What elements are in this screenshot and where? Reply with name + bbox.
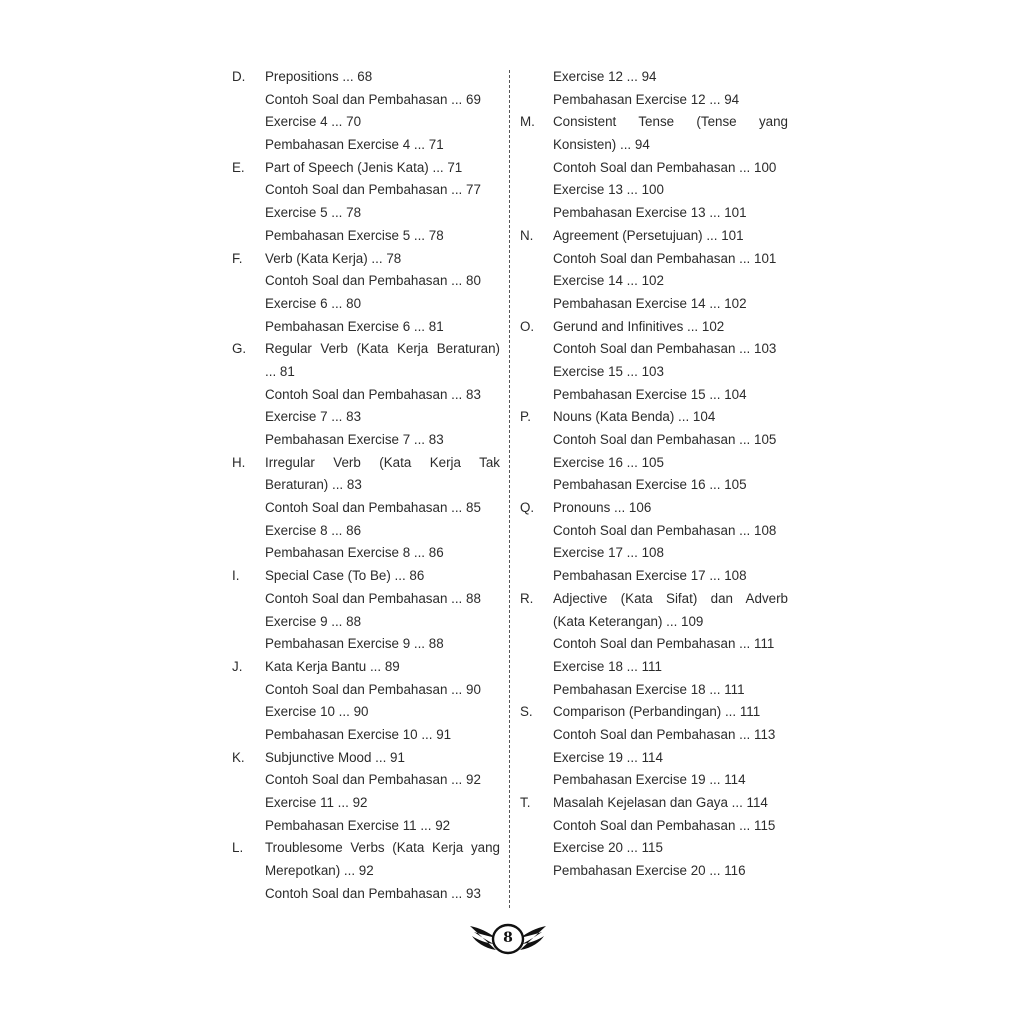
toc-section-letter [520, 293, 553, 316]
toc-line [232, 134, 500, 157]
toc-line [232, 202, 500, 225]
toc-entry [520, 225, 788, 316]
toc-line-text: Gerund and Infinitives ... 102 [553, 318, 725, 334]
toc-line-text: (Kata Keterangan) ... 109 [553, 613, 704, 629]
toc-line [232, 452, 500, 475]
toc-line [520, 66, 788, 89]
toc-line-text: Exercise 10 ... 90 [265, 704, 369, 720]
toc-section-letter [232, 815, 265, 838]
toc-section-letter [520, 338, 553, 361]
toc-section-letter: F. [232, 250, 243, 266]
toc-line [520, 248, 788, 271]
toc-entry [520, 316, 788, 407]
toc-line-text: Pembahasan Exercise 10 ... 91 [265, 726, 452, 742]
toc-line-text: Troublesome Verbs (Kata Kerja yang [265, 840, 500, 856]
toc-line [232, 293, 500, 316]
toc-section-letter: S. [520, 704, 533, 720]
toc-entry [232, 565, 500, 656]
toc-line [520, 406, 788, 429]
toc-section-letter [232, 202, 265, 225]
toc-line [232, 316, 500, 339]
toc-line-text: ... 81 [265, 363, 295, 379]
toc-entry [232, 248, 500, 339]
toc-line-text: Pembahasan Exercise 8 ... 86 [265, 545, 444, 561]
toc-line-text: Exercise 19 ... 114 [553, 749, 663, 765]
toc-section-letter [232, 724, 265, 747]
toc-line [520, 611, 788, 634]
toc-line-text: Nouns (Kata Benda) ... 104 [553, 409, 716, 425]
toc-section-letter [520, 66, 553, 89]
toc-section-letter [520, 633, 553, 656]
toc-section-letter [232, 361, 265, 384]
toc-entry [232, 837, 500, 905]
page-number: 8 [503, 930, 513, 946]
toc-section-letter [232, 520, 265, 543]
toc-left-column [232, 66, 500, 905]
toc-line-text: Verb (Kata Kerja) ... 78 [265, 250, 402, 266]
toc-line-text: Consistent Tense (Tense yang [553, 114, 788, 130]
toc-section-letter [232, 633, 265, 656]
toc-line-text: Exercise 5 ... 78 [265, 205, 362, 221]
toc-section-letter [232, 860, 265, 883]
toc-line [520, 633, 788, 656]
toc-line-text: Contoh Soal dan Pembahasan ... 100 [553, 159, 777, 175]
toc-line [520, 565, 788, 588]
toc-line-text: Pembahasan Exercise 6 ... 81 [265, 318, 444, 334]
toc-entry [520, 588, 788, 701]
toc-line-text: Contoh Soal dan Pembahasan ... 101 [553, 250, 777, 266]
toc-section-letter [232, 542, 265, 565]
toc-line [520, 429, 788, 452]
toc-line [232, 633, 500, 656]
toc-section-letter [520, 860, 553, 883]
toc-entry [520, 701, 788, 792]
toc-line [232, 565, 500, 588]
toc-line [232, 792, 500, 815]
toc-line [232, 497, 500, 520]
toc-section-letter [520, 179, 553, 202]
toc-line [520, 179, 788, 202]
toc-line-text: Contoh Soal dan Pembahasan ... 115 [553, 817, 776, 833]
toc-line-text: Beraturan) ... 83 [265, 477, 362, 493]
toc-section-letter [520, 89, 553, 112]
toc-line-text: Special Case (To Be) ... 86 [265, 568, 425, 584]
toc-section-letter [520, 429, 553, 452]
toc-line-text: Exercise 13 ... 100 [553, 182, 664, 198]
toc-section-letter [232, 679, 265, 702]
toc-line [520, 293, 788, 316]
toc-line-text: Part of Speech (Jenis Kata) ... 71 [265, 159, 463, 175]
toc-line [520, 157, 788, 180]
toc-line-text: Pembahasan Exercise 19 ... 114 [553, 772, 746, 788]
toc-line [232, 157, 500, 180]
toc-line [232, 429, 500, 452]
toc-line [232, 815, 500, 838]
toc-line [232, 588, 500, 611]
toc-line-text: Exercise 9 ... 88 [265, 613, 362, 629]
toc-section-letter [520, 656, 553, 679]
toc-line-text: Contoh Soal dan Pembahasan ... 90 [265, 681, 481, 697]
toc-line [520, 474, 788, 497]
toc-section-letter [520, 611, 553, 634]
toc-line-text: Masalah Kejelasan dan Gaya ... 114 [553, 795, 768, 810]
toc-line [520, 701, 788, 724]
toc-section-letter [232, 111, 265, 134]
toc-section-letter [232, 883, 265, 906]
toc-section-letter [232, 225, 265, 248]
toc-line-text: Contoh Soal dan Pembahasan ... 80 [265, 273, 481, 289]
toc-line-text: Exercise 20 ... 115 [553, 840, 663, 856]
toc-line [232, 225, 500, 248]
toc-line [520, 724, 788, 747]
toc-line-text: Pembahasan Exercise 16 ... 105 [553, 477, 747, 493]
toc-entry [520, 406, 788, 497]
toc-section-letter [520, 361, 553, 384]
toc-section-letter [520, 384, 553, 407]
toc-line-text: Pembahasan Exercise 13 ... 101 [553, 205, 747, 221]
toc-section-letter [520, 769, 553, 792]
toc-right-column [520, 66, 788, 883]
toc-section-letter: H. [232, 454, 246, 470]
toc-line [520, 134, 788, 157]
toc-section-letter [520, 452, 553, 475]
toc-section-letter: Q. [520, 500, 535, 516]
toc-section-letter [232, 429, 265, 452]
toc-section-letter [520, 837, 553, 860]
toc-line [520, 588, 788, 611]
toc-line-text: Exercise 15 ... 103 [553, 363, 664, 379]
toc-section-letter [232, 611, 265, 634]
toc-line-text: Contoh Soal dan Pembahasan ... 111 [553, 636, 775, 652]
toc-line-text: Pembahasan Exercise 15 ... 104 [553, 386, 747, 402]
toc-line [520, 89, 788, 112]
toc-section-letter [520, 565, 553, 588]
toc-line-text: Exercise 8 ... 86 [265, 522, 362, 538]
toc-line-text: Exercise 17 ... 108 [553, 545, 664, 561]
toc-section-letter [520, 474, 553, 497]
toc-section-letter [520, 724, 553, 747]
toc-section-letter [232, 406, 265, 429]
toc-section-letter [232, 179, 265, 202]
toc-line [520, 270, 788, 293]
toc-line-text: Pembahasan Exercise 4 ... 71 [265, 137, 444, 153]
toc-section-letter: I. [232, 568, 240, 584]
toc-section-letter [520, 202, 553, 225]
toc-line-text: Contoh Soal dan Pembahasan ... 77 [265, 182, 481, 198]
toc-line [520, 747, 788, 770]
toc-line-text: Exercise 6 ... 80 [265, 295, 362, 311]
toc-section-letter [520, 747, 553, 770]
toc-line [520, 384, 788, 407]
toc-line [232, 837, 500, 860]
toc-section-letter [232, 588, 265, 611]
toc-line-text: Contoh Soal dan Pembahasan ... 92 [265, 772, 481, 788]
toc-line [232, 724, 500, 747]
toc-line [520, 860, 788, 883]
toc-line-text: Contoh Soal dan Pembahasan ... 69 [265, 91, 481, 107]
toc-line-text: Pembahasan Exercise 11 ... 92 [265, 817, 451, 833]
toc-line-text: Pembahasan Exercise 5 ... 78 [265, 227, 444, 243]
toc-section-letter: O. [520, 318, 535, 334]
toc-line-text: Pembahasan Exercise 20 ... 116 [553, 863, 746, 879]
toc-section-letter [232, 701, 265, 724]
toc-section-letter: E. [232, 159, 245, 175]
dashed-column-divider [509, 70, 510, 908]
toc-section-letter [232, 89, 265, 112]
toc-line-text: Exercise 18 ... 111 [553, 658, 662, 674]
page-number-badge [466, 918, 550, 960]
toc-line [520, 202, 788, 225]
toc-line [520, 316, 788, 339]
toc-line [232, 406, 500, 429]
toc-line-text: Merepotkan) ... 92 [265, 863, 374, 879]
toc-section-letter: J. [232, 658, 243, 674]
toc-section-letter [232, 474, 265, 497]
toc-line-text: Konsisten) ... 94 [553, 137, 650, 153]
toc-section-letter [232, 769, 265, 792]
toc-section-letter: D. [232, 69, 246, 84]
toc-line [232, 542, 500, 565]
toc-line-text: Adjective (Kata Sifat) dan Adverb [553, 590, 788, 606]
toc-line-text: Pembahasan Exercise 18 ... 111 [553, 681, 745, 697]
toc-line [232, 179, 500, 202]
toc-entry [232, 747, 500, 838]
toc-entry [520, 497, 788, 588]
toc-section-letter [232, 270, 265, 293]
toc-line [520, 520, 788, 543]
toc-line [232, 384, 500, 407]
toc-line [520, 679, 788, 702]
toc-line [232, 679, 500, 702]
toc-line-text: Prepositions ... 68 [265, 69, 373, 84]
toc-line-text: Contoh Soal dan Pembahasan ... 113 [553, 726, 776, 742]
toc-line-text: Subjunctive Mood ... 91 [265, 749, 405, 765]
toc-entry [520, 66, 788, 111]
toc-line [520, 769, 788, 792]
toc-line-text: Exercise 4 ... 70 [265, 114, 362, 130]
toc-line [232, 747, 500, 770]
toc-line [232, 270, 500, 293]
toc-section-letter: T. [520, 795, 531, 810]
toc-line [232, 611, 500, 634]
toc-section-letter [232, 316, 265, 339]
toc-section-letter [520, 542, 553, 565]
toc-line-text: Exercise 16 ... 105 [553, 454, 664, 470]
toc-line-text: Kata Kerja Bantu ... 89 [265, 658, 400, 674]
toc-section-letter: G. [232, 341, 247, 357]
toc-entry [232, 338, 500, 451]
toc-section-letter [232, 792, 265, 815]
toc-line [232, 111, 500, 134]
toc-line-text: Contoh Soal dan Pembahasan ... 83 [265, 386, 481, 402]
toc-line-text: Pembahasan Exercise 14 ... 102 [553, 295, 747, 311]
toc-section-letter: M. [520, 114, 535, 130]
toc-line [232, 701, 500, 724]
toc-line-text: Regular Verb (Kata Kerja Beraturan) [265, 341, 500, 357]
toc-line [520, 452, 788, 475]
toc-line-text: Pembahasan Exercise 12 ... 94 [553, 91, 740, 107]
toc-line-text: Pembahasan Exercise 7 ... 83 [265, 432, 444, 447]
toc-line [520, 111, 788, 134]
toc-line [232, 474, 500, 497]
toc-line-text: Exercise 12 ... 94 [553, 69, 657, 84]
toc-section-letter [232, 134, 265, 157]
toc-line [520, 792, 788, 815]
toc-section-letter [520, 157, 553, 180]
toc-line [520, 656, 788, 679]
toc-line-text: Contoh Soal dan Pembahasan ... 85 [265, 500, 481, 516]
toc-line [520, 497, 788, 520]
toc-section-letter: L. [232, 840, 244, 856]
toc-line [232, 248, 500, 271]
toc-section-letter: R. [520, 590, 534, 606]
toc-line-text: Exercise 11 ... 92 [265, 795, 368, 810]
toc-line [232, 66, 500, 89]
toc-line-text: Contoh Soal dan Pembahasan ... 105 [553, 432, 777, 447]
toc-line [232, 883, 500, 906]
toc-line-text: Pembahasan Exercise 17 ... 108 [553, 568, 747, 584]
toc-entry [520, 792, 788, 883]
toc-section-letter: P. [520, 409, 531, 425]
toc-line [232, 520, 500, 543]
toc-section-letter [520, 679, 553, 702]
toc-entry [232, 452, 500, 565]
toc-section-letter [520, 270, 553, 293]
toc-line-text: Contoh Soal dan Pembahasan ... 108 [553, 522, 777, 538]
toc-line [232, 338, 500, 361]
toc-line [520, 815, 788, 838]
toc-line [232, 769, 500, 792]
toc-entry [232, 66, 500, 157]
toc-section-letter [232, 497, 265, 520]
toc-line [520, 361, 788, 384]
toc-line [232, 860, 500, 883]
toc-section-letter [520, 248, 553, 271]
toc-entry [232, 157, 500, 248]
toc-line-text: Comparison (Perbandingan) ... 111 [553, 704, 761, 720]
toc-line-text: Agreement (Persetujuan) ... 101 [553, 227, 744, 243]
toc-line [520, 837, 788, 860]
toc-section-letter [232, 384, 265, 407]
toc-line-text: Irregular Verb (Kata Kerja Tak [265, 454, 500, 470]
toc-line [520, 225, 788, 248]
toc-line [520, 338, 788, 361]
toc-section-letter [232, 293, 265, 316]
toc-line-text: Exercise 7 ... 83 [265, 409, 362, 425]
toc-section-letter: N. [520, 227, 534, 243]
toc-entry [520, 111, 788, 224]
toc-line-text: Pronouns ... 106 [553, 500, 652, 516]
toc-line-text: Contoh Soal dan Pembahasan ... 88 [265, 590, 481, 606]
toc-section-letter: K. [232, 749, 245, 765]
toc-line-text: Contoh Soal dan Pembahasan ... 93 [265, 885, 481, 901]
toc-line-text: Exercise 14 ... 102 [553, 273, 664, 289]
toc-line-text: Contoh Soal dan Pembahasan ... 103 [553, 341, 777, 357]
toc-entry [232, 656, 500, 747]
toc-line-text: Pembahasan Exercise 9 ... 88 [265, 636, 444, 652]
toc-line [232, 89, 500, 112]
toc-line [232, 656, 500, 679]
toc-section-letter [520, 134, 553, 157]
toc-line [232, 361, 500, 384]
toc-section-letter [520, 815, 553, 838]
toc-line [520, 542, 788, 565]
toc-section-letter [520, 520, 553, 543]
